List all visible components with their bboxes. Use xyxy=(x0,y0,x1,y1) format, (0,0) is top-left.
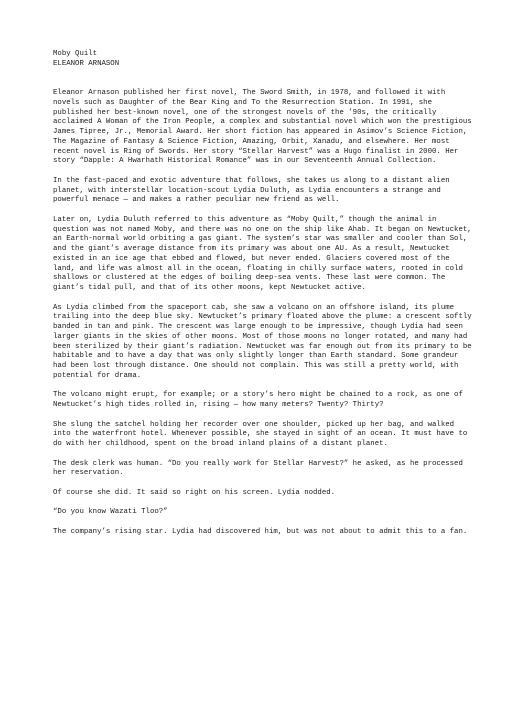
paragraph: The desk clerk was human. “Do you really work for Stellar Harvest?” he asked, as he processed her reservation. xyxy=(53,459,463,478)
paragraph: Later on, Lydia Duluth referred to this adventure as “Moby Quilt,” though the animal in question was not named Moby, and there was no one on the ship like Ahab. It began on Newtucket, an Earth-normal world orbiting a gas giant. The system’s star was smaller and cooler than Sol, and the giant’s average distance from its primary was about one AU. As a result, Newtucket existed in an ice age that ebbed and flowed, but never ended. Glaciers covered most of the land, and life was almost all in the ocean, floating in chilly surface waters, rooted in cold shallows or clustered at the edges of boiling deep-sea vents. These last were common. The giant’s tidal pull, and that of its other moons, kept Newtucket active. xyxy=(53,215,472,292)
paragraph: The company’s rising star. Lydia had discovered him, but was not about to admit this to a fan. xyxy=(53,527,468,536)
paragraph-intro-bio: Eleanor Arnason published her first novel, The Sword Smith, in 1978, and followed it with novels such as Daughter of the Bear King and To the Resurrection Station. In 1991, she published her best-known novel, one of the strongest novels of the ’90s, the critically acclaimed A Woman of the Iron People, a complex and substantial novel which won the prestigious James Tipree, Jr., Memorial Award. Her short fiction has appeared in Asimov’s Science Fiction, The Magazine of Fantasy & Science Fiction, Amazing, Orbit, Xanadu, and elsewhere. Her most recent novel is Ring of Swords. Her story “Stellar Harvest” was a Hugo finalist in 2000. Her story “Dapple: A Hwarhath Historical Romance” was in our Seventeenth Annual Collection. xyxy=(53,89,472,166)
paragraph: As Lydia climbed from the spaceport cab, she saw a volcano on an offshore island, its plume trailing into the deep blue sky. Newtucket’s primary floated above the plume: a crescent softly banded in tan and pink. The crescent was large enough to be impressive, though Lydia had seen larger giants in the skies of other moons. Most of those moons no longer rotated, and many had been sterilized by their giant’s radiation. Newtucket was far enough out from its primary to be habitable and to have a day that was only slightly longer than Earth standard. Some grandeur had been lost through distance. One should not complain. This was still a pretty world, with potential for drama. xyxy=(53,303,472,380)
paragraph: The volcano might erupt, for example; or a story’s hero might be chained to a rock, as one of Newtucket’s high tides rolled in, rising — how many meters? Twenty? Thirty? xyxy=(53,391,463,409)
paragraph: “Do you know Wazati Tloo?” xyxy=(53,508,168,517)
paragraph: Of course she did. It said so right on his screen. Lydia nodded. xyxy=(53,488,336,497)
story-title: Moby Quilt xyxy=(53,50,98,58)
paragraph: She slung the satchel holding her recorder over one shoulder, picked up her bag, and walked into the waterfront hotel. Whenever possible, she stayed in sight of an ocean. It must have to do with her childhood, spent on the broad inland plains of a distant planet. xyxy=(53,420,468,448)
paragraph-intro-story: In the fast-paced and exotic adventure that follows, she takes us along to a distant alien planet, with interstellar location-scout Lydia Duluth, as Lydia encounters a strange and powerful menace — and makes a rather peculiar new friend as well. xyxy=(53,176,450,205)
story-header xyxy=(53,50,472,70)
story-author: ELEANOR ARNASON xyxy=(53,59,120,68)
